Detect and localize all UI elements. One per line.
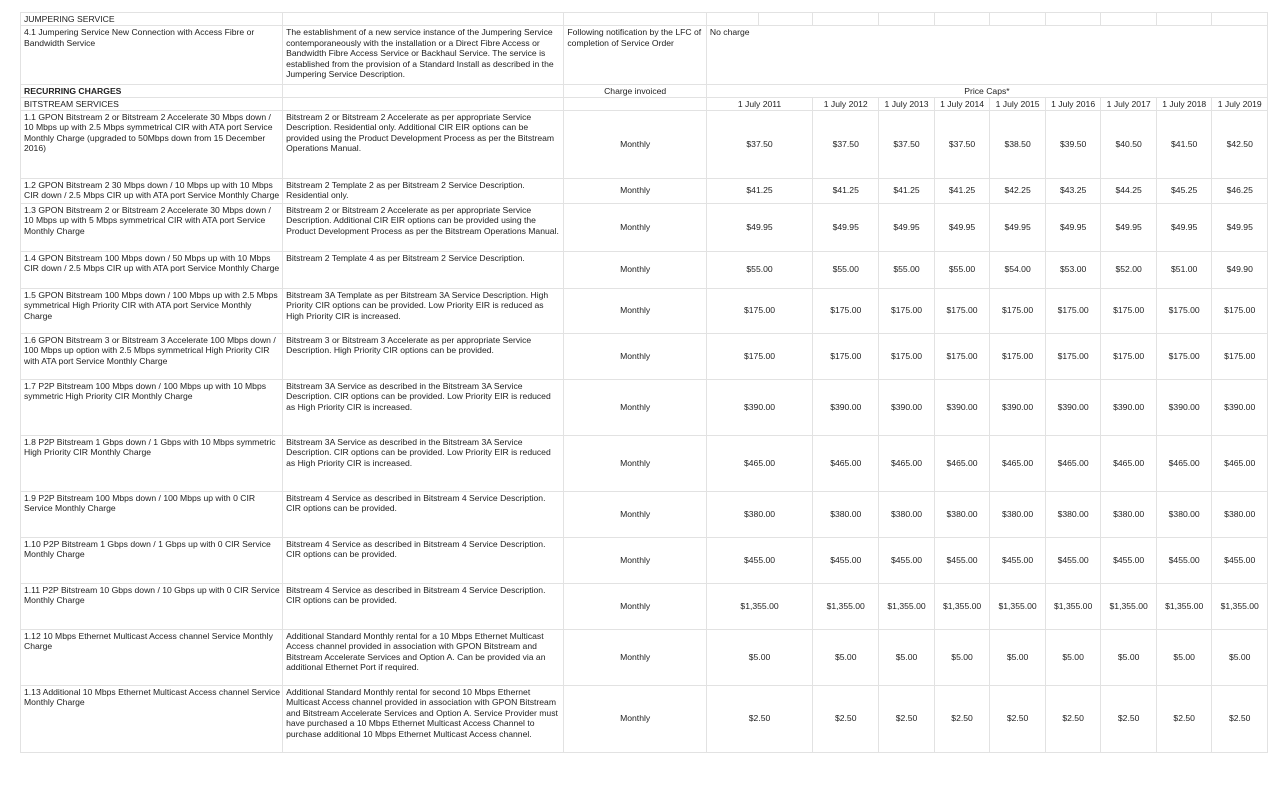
- price-cell: $175.00: [706, 333, 812, 379]
- table-row: [21, 537, 1270, 583]
- year-header: 1 July 2013: [879, 98, 935, 111]
- price-cell: $2.50: [1156, 685, 1212, 752]
- price-cell: $2.50: [1101, 685, 1157, 752]
- price-cell: $465.00: [813, 435, 879, 491]
- price-cell: $390.00: [934, 379, 990, 435]
- service-description: Bitstream 3 or Bitstream 3 Accelerate as per appropriate Service Description. High Priority CIR options can be provided.: [283, 333, 564, 379]
- price-cell: $175.00: [813, 333, 879, 379]
- table-row: [21, 491, 1270, 537]
- service-description: Bitstream 3A Template as per Bitstream 3A Service Description. High Priority CIR options can be provided. Low Priority EIR is reduced as High Priority CIR is increased.: [283, 288, 564, 333]
- price-cell: $1,355.00: [1212, 583, 1268, 629]
- service-description: Bitstream 4 Service as described in Bitstream 4 Service Description. CIR options can be provided.: [283, 491, 564, 537]
- service-description: Bitstream 2 Template 4 as per Bitstream 2 Service Description.: [283, 251, 564, 288]
- price-cell: $465.00: [1101, 435, 1157, 491]
- table-row: [21, 333, 1270, 379]
- charge-invoiced: Monthly: [564, 685, 707, 752]
- price-cell: $55.00: [706, 251, 812, 288]
- price-cell: $380.00: [879, 491, 935, 537]
- table-row: [21, 251, 1270, 288]
- price-cell: $49.95: [1101, 203, 1157, 251]
- price-cell: $51.00: [1156, 251, 1212, 288]
- price-cell: $390.00: [990, 379, 1046, 435]
- price-cell: $380.00: [1156, 491, 1212, 537]
- service-description: Bitstream 4 Service as described in Bitstream 4 Service Description. CIR options can be provided.: [283, 537, 564, 583]
- price-caps-table: [20, 12, 1270, 753]
- price-caps-sheet: [20, 12, 1270, 753]
- price-cell: $42.50: [1212, 110, 1268, 178]
- year-header: 1 July 2015: [990, 98, 1046, 111]
- price-cell: $455.00: [1045, 537, 1101, 583]
- price-cell: $49.95: [1156, 203, 1212, 251]
- recurring-charges-title: RECURRING CHARGES: [21, 85, 283, 98]
- price-caps-header: Price Caps*: [706, 85, 1267, 98]
- price-cell: $380.00: [934, 491, 990, 537]
- price-cell: $380.00: [706, 491, 812, 537]
- price-cell: $2.50: [934, 685, 990, 752]
- price-cell: $175.00: [1156, 288, 1212, 333]
- service-name: 1.5 GPON Bitstream 100 Mbps down / 100 Mbps up with 2.5 Mbps symmetrical High Priority CIR with ATA port Service Monthly Charge: [21, 288, 283, 333]
- charge-invoiced: Monthly: [564, 203, 707, 251]
- price-cell: $380.00: [1101, 491, 1157, 537]
- price-cell: $1,355.00: [1156, 583, 1212, 629]
- price-cell: $41.25: [934, 178, 990, 203]
- price-cell: $380.00: [1045, 491, 1101, 537]
- price-cell: $465.00: [990, 435, 1046, 491]
- price-cell: $455.00: [706, 537, 812, 583]
- service-description: Additional Standard Monthly rental for a 10 Mbps Ethernet Multicast Access channel provided in association with GPON Bitstream and Bitstream Accelerate Services and Option A. Can be provided via an additional Ethernet Port if required.: [283, 629, 564, 685]
- price-cell: $45.25: [1156, 178, 1212, 203]
- price-cell: $390.00: [1156, 379, 1212, 435]
- price-cell: $455.00: [879, 537, 935, 583]
- price-cell: $455.00: [934, 537, 990, 583]
- price-cell: $44.25: [1101, 178, 1157, 203]
- price-cell: $49.90: [1212, 251, 1268, 288]
- table-row: [21, 685, 1270, 752]
- price-cell: $455.00: [1101, 537, 1157, 583]
- price-cell: $390.00: [813, 379, 879, 435]
- price-cell: $1,355.00: [934, 583, 990, 629]
- price-cell: $41.25: [706, 178, 812, 203]
- price-cell: $175.00: [1101, 333, 1157, 379]
- jumpering-section-title: JUMPERING SERVICE: [21, 13, 283, 26]
- service-name: 1.6 GPON Bitstream 3 or Bitstream 3 Accelerate 100 Mbps down / 100 Mbps up option with 2.5 Mbps symmetrical High Priority CIR with ATA port Service Monthly Charge: [21, 333, 283, 379]
- price-cell: $37.50: [706, 110, 812, 178]
- price-cell: $49.95: [1045, 203, 1101, 251]
- price-cell: $390.00: [879, 379, 935, 435]
- price-cell: $175.00: [1101, 288, 1157, 333]
- table-row: [21, 435, 1270, 491]
- service-name: 1.2 GPON Bitstream 2 30 Mbps down / 10 Mbps up with 10 Mbps CIR down / 2.5 Mbps CIR up with ATA port Service Monthly Charge: [21, 178, 283, 203]
- price-cell: $175.00: [990, 288, 1046, 333]
- price-cell: $49.95: [990, 203, 1046, 251]
- price-cell: $38.50: [990, 110, 1046, 178]
- charge-invoiced: Monthly: [564, 491, 707, 537]
- price-cell: $455.00: [1156, 537, 1212, 583]
- price-cell: $1,355.00: [879, 583, 935, 629]
- service-description: Bitstream 4 Service as described in Bitstream 4 Service Description. CIR options can be provided.: [283, 583, 564, 629]
- table-row: [21, 178, 1270, 203]
- price-cell: $53.00: [1045, 251, 1101, 288]
- price-cell: $1,355.00: [706, 583, 812, 629]
- bitstream-services-title: BITSTREAM SERVICES: [21, 98, 283, 111]
- service-name: 1.12 10 Mbps Ethernet Multicast Access channel Service Monthly Charge: [21, 629, 283, 685]
- price-cell: $49.95: [813, 203, 879, 251]
- price-cell: $390.00: [706, 379, 812, 435]
- table-row: [21, 379, 1270, 435]
- price-cell: $175.00: [879, 333, 935, 379]
- price-cell: $175.00: [1045, 288, 1101, 333]
- year-header: 1 July 2019: [1212, 98, 1268, 111]
- price-cell: $390.00: [1101, 379, 1157, 435]
- year-header: 1 July 2016: [1045, 98, 1101, 111]
- price-cell: $465.00: [879, 435, 935, 491]
- year-header: 1 July 2014: [934, 98, 990, 111]
- price-cell: $2.50: [990, 685, 1046, 752]
- price-cell: $49.95: [934, 203, 990, 251]
- jumpering-item-name: 4.1 Jumpering Service New Connection with Access Fibre or Bandwidth Service: [21, 26, 283, 85]
- price-cell: $54.00: [990, 251, 1046, 288]
- service-description: Bitstream 2 or Bitstream 2 Accelerate as per appropriate Service Description. Additional CIR EIR options can be provided using the Product Development Process as per the Bitstream Operations Manual.: [283, 203, 564, 251]
- service-description: Bitstream 3A Service as described in the Bitstream 3A Service Description. CIR options can be provided. Low Priority EIR is reduced as High Priority CIR is increased.: [283, 435, 564, 491]
- service-name: 1.4 GPON Bitstream 100 Mbps down / 50 Mbps up with 10 Mbps CIR down / 2.5 Mbps CIR up with ATA port Service Monthly Charge: [21, 251, 283, 288]
- price-cell: $175.00: [990, 333, 1046, 379]
- jumpering-description: The establishment of a new service instance of the Jumpering Service contemporaneously with the installation or a Direct Fibre Access or Bandwidth Fibre Access Service or Backhaul Service. The service is established from the provision of a Standard Install as described in the Jumpering Service Description.: [283, 26, 564, 85]
- price-cell: $2.50: [1212, 685, 1268, 752]
- price-cell: $39.50: [1045, 110, 1101, 178]
- price-cell: $175.00: [706, 288, 812, 333]
- service-description: Additional Standard Monthly rental for second 10 Mbps Ethernet Multicast Access channel provided in association with GPON Bitstream and Bitstream Accelerate Services and Option A. Service Provider must have purchased a 10 Mbps Ethernet Multicast Access Channel to purchase additional 10 Mbps Ethernet Multicast Access channel.: [283, 685, 564, 752]
- service-description: Bitstream 3A Service as described in the Bitstream 3A Service Description. CIR options can be provided. Low Priority EIR is reduced as High Priority CIR is increased.: [283, 379, 564, 435]
- price-cell: $37.50: [879, 110, 935, 178]
- price-cell: $37.50: [934, 110, 990, 178]
- price-cell: $37.50: [813, 110, 879, 178]
- price-cell: $43.25: [1045, 178, 1101, 203]
- price-cell: $175.00: [1045, 333, 1101, 379]
- price-cell: $5.00: [879, 629, 935, 685]
- charge-invoiced: Monthly: [564, 435, 707, 491]
- charge-invoiced: Monthly: [564, 333, 707, 379]
- price-cell: $175.00: [934, 333, 990, 379]
- price-cell: $465.00: [934, 435, 990, 491]
- price-cell: $55.00: [934, 251, 990, 288]
- price-cell: $465.00: [1212, 435, 1268, 491]
- price-cell: $1,355.00: [1045, 583, 1101, 629]
- price-cell: $175.00: [1212, 288, 1268, 333]
- price-cell: $5.00: [1212, 629, 1268, 685]
- charge-invoiced: Monthly: [564, 288, 707, 333]
- service-description: Bitstream 2 Template 2 as per Bitstream 2 Service Description. Residential only.: [283, 178, 564, 203]
- table-row: [21, 288, 1270, 333]
- charge-invoiced: Monthly: [564, 537, 707, 583]
- charge-invoiced: Monthly: [564, 379, 707, 435]
- price-cell: $2.50: [1045, 685, 1101, 752]
- price-cell: $40.50: [1101, 110, 1157, 178]
- price-cell: $49.95: [1212, 203, 1268, 251]
- charge-invoiced: Monthly: [564, 629, 707, 685]
- price-cell: $5.00: [1101, 629, 1157, 685]
- price-cell: $52.00: [1101, 251, 1157, 288]
- price-cell: $2.50: [879, 685, 935, 752]
- service-name: 1.1 GPON Bitstream 2 or Bitstream 2 Accelerate 30 Mbps down / 10 Mbps up with 2.5 Mbps symmetrical CIR with ATA port Service Monthly Charge (upgraded to 50Mbps down from 15 December 2016): [21, 110, 283, 178]
- service-name: 1.8 P2P Bitstream 1 Gbps down / 1 Gbps with 10 Mbps symmetric High Priority CIR Monthly Charge: [21, 435, 283, 491]
- price-cell: $390.00: [1212, 379, 1268, 435]
- price-cell: $49.95: [879, 203, 935, 251]
- jumpering-invoiced: Following notification by the LFC of completion of Service Order: [564, 26, 707, 85]
- service-name: 1.11 P2P Bitstream 10 Gbps down / 10 Gbps up with 0 CIR Service Monthly Charge: [21, 583, 283, 629]
- price-cell: $41.25: [879, 178, 935, 203]
- price-cell: $465.00: [1156, 435, 1212, 491]
- price-cell: $380.00: [990, 491, 1046, 537]
- price-cell: $5.00: [1156, 629, 1212, 685]
- price-cell: $55.00: [813, 251, 879, 288]
- price-cell: $175.00: [934, 288, 990, 333]
- year-header: 1 July 2012: [813, 98, 879, 111]
- price-cell: $175.00: [813, 288, 879, 333]
- price-cell: $1,355.00: [1101, 583, 1157, 629]
- service-description: Bitstream 2 or Bitstream 2 Accelerate as per appropriate Service Description. Residential only. Additional CIR EIR options can be provided using the Product Development Process as per the Bitstream Operations Manual.: [283, 110, 564, 178]
- price-cell: $175.00: [879, 288, 935, 333]
- charge-invoiced: Monthly: [564, 251, 707, 288]
- price-cell: $49.95: [706, 203, 812, 251]
- service-name: 1.7 P2P Bitstream 100 Mbps down / 100 Mbps up with 10 Mbps symmetric High Priority CIR Monthly Charge: [21, 379, 283, 435]
- charge-invoiced-header: Charge invoiced: [564, 85, 707, 98]
- price-cell: $5.00: [1045, 629, 1101, 685]
- charge-invoiced: Monthly: [564, 178, 707, 203]
- price-cell: $41.50: [1156, 110, 1212, 178]
- price-cell: $175.00: [1212, 333, 1268, 379]
- price-cell: $2.50: [706, 685, 812, 752]
- table-row: [21, 583, 1270, 629]
- price-cell: $465.00: [706, 435, 812, 491]
- price-cell: $5.00: [990, 629, 1046, 685]
- price-cell: $380.00: [1212, 491, 1268, 537]
- price-cell: $175.00: [1156, 333, 1212, 379]
- jumpering-charge: No charge: [706, 26, 1267, 85]
- price-cell: $1,355.00: [813, 583, 879, 629]
- price-cell: $1,355.00: [990, 583, 1046, 629]
- price-cell: $455.00: [813, 537, 879, 583]
- price-cell: $380.00: [813, 491, 879, 537]
- price-cell: $41.25: [813, 178, 879, 203]
- table-row: [21, 629, 1270, 685]
- price-cell: $455.00: [1212, 537, 1268, 583]
- price-cell: $46.25: [1212, 178, 1268, 203]
- price-cell: $5.00: [813, 629, 879, 685]
- service-name: 1.3 GPON Bitstream 2 or Bitstream 2 Accelerate 30 Mbps down / 10 Mbps up with 5 Mbps symmetrical CIR with ATA port Service Monthly Charge: [21, 203, 283, 251]
- price-cell: $455.00: [990, 537, 1046, 583]
- year-header: 1 July 2017: [1101, 98, 1157, 111]
- price-cell: $390.00: [1045, 379, 1101, 435]
- price-cell: $5.00: [706, 629, 812, 685]
- charge-invoiced: Monthly: [564, 583, 707, 629]
- year-header: 1 July 2018: [1156, 98, 1212, 111]
- service-name: 1.9 P2P Bitstream 100 Mbps down / 100 Mbps up with 0 CIR Service Monthly Charge: [21, 491, 283, 537]
- price-cell: $2.50: [813, 685, 879, 752]
- year-header: 1 July 2011: [706, 98, 812, 111]
- price-cell: $465.00: [1045, 435, 1101, 491]
- price-cell: $5.00: [934, 629, 990, 685]
- price-cell: $42.25: [990, 178, 1046, 203]
- table-row: [21, 110, 1270, 178]
- service-name: 1.10 P2P Bitstream 1 Gbps down / 1 Gbps up with 0 CIR Service Monthly Charge: [21, 537, 283, 583]
- service-name: 1.13 Additional 10 Mbps Ethernet Multicast Access channel Service Monthly Charge: [21, 685, 283, 752]
- charge-invoiced: Monthly: [564, 110, 707, 178]
- price-cell: $55.00: [879, 251, 935, 288]
- table-row: [21, 203, 1270, 251]
